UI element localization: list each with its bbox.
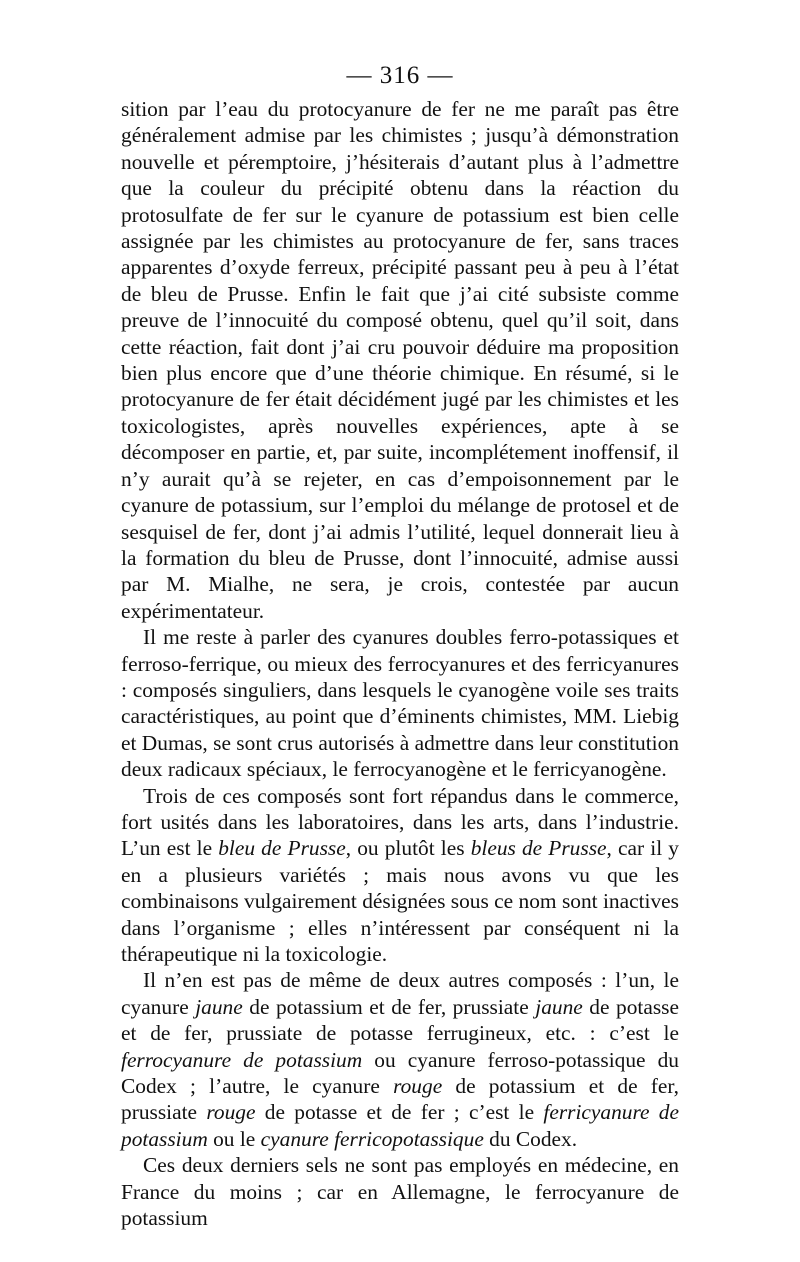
text-run: ou le: [207, 1126, 261, 1151]
text-run: de potasse et de fer, prussiate de potasse ferrugineux, etc. : c’est le: [121, 994, 679, 1046]
italic-text: rouge: [393, 1074, 443, 1099]
italic-text: bleus de Prusse: [470, 836, 607, 861]
text-run: Il me reste à parler des cyanures doubles ferro-potassiques et ferroso-ferrique, ou mieux des ferrocyanures et des ferricyanures : composés singuliers, dans lesquels le cyanogène voile ses traits caractéristiques, au point que d’éminents chimistes, MM. Liebig et Dumas, se sont crus autorisés à admettre dans leur constitution deux radicaux spéciaux, le ferrocyanogène et le ferricyanogène.: [121, 625, 679, 782]
italic-text: jaune: [535, 994, 583, 1019]
text-run: de potassium et de fer, prussiate: [121, 1074, 679, 1125]
text-run: ou cyanure ferroso-potassique du Codex ; l’autre, le cyanure: [121, 1047, 680, 1099]
text-run: de potasse et de fer ; c’est le: [255, 1100, 544, 1125]
text-run: sition par l’eau du protocyanure de fer ne me paraît pas être généralement admise par les chimistes ; jusqu’à démonstration nouvelle et péremptoire, j’hésiterais d’autant plus à l’admettre que la couleur du précipité obtenu dans la réaction du protosulfate de fer sur le cyanure de potassium est bien celle assignée par les chimistes au protocyanure de fer, sans traces apparentes d’oxyde ferreux, précipité passant peu à peu à l’état de bleu de Prusse. Enfin le fait que j’ai cité subsiste comme preuve de l’innocuité du composé obtenu, quel qu’il soit, dans cette réaction, fait dont j’ai cru pouvoir déduire ma proposition bien plus encore que d’une théorie chimique. En résumé, si le protocyanure de fer était décidément jugé par les chimistes et les toxicologistes, après nouvelles expériences, apte à se décomposer en partie, et, par suite, incomplétement inoffensif, il n’y aurait qu’à se rejeter, en cas d’empoisonnement par le cyanure de potassium, sur l’emploi du mélange de protosel et de sesquisel de fer, dont j’ai admis l’utilité, lequel donnerait lieu à la formation du bleu de Prusse, dont l’innocuité, admise aussi par M. Mialhe, ne sera, je crois, contestée par aucun expérimentateur.: [121, 97, 679, 623]
text-run: Il n’en est pas de même de deux autres composés : l’un, le cyanure: [121, 968, 679, 1019]
text-run: de potassium et de fer, prussiate: [242, 994, 536, 1019]
text-run: Ces deux derniers sels ne sont pas employés en médecine, en France du moins ; car en Allemagne, le ferrocyanure de potassium: [121, 1153, 679, 1231]
italic-text: cyanure ferricopotassique: [260, 1126, 484, 1151]
text-run: du Codex.: [483, 1126, 578, 1151]
paragraph: [121, 1152, 679, 1231]
text-run: , car il y en a plusieurs variétés ; mais nous avons vu que les combinaisons vulgairement désignées sous ce nom sont inactives dans l’organisme ; elles n’intéressent par conséquent ni la thérapeutique ni la toxicologie.: [121, 836, 679, 966]
italic-text: ferrocyanure de potassium: [121, 1047, 363, 1072]
text-run: Trois de ces composés sont fort répandus dans le commerce, fort usités dans les laboratoires, dans les arts, dans l’industrie. L’un est le: [121, 783, 679, 861]
page-number: — 316 —: [346, 62, 454, 89]
paragraph: [121, 783, 679, 968]
body-text: [121, 96, 679, 1231]
italic-text: jaune: [195, 994, 243, 1019]
paragraph: [121, 967, 679, 1152]
text-run: , ou plutôt les: [345, 836, 471, 861]
italic-text: rouge: [206, 1100, 256, 1125]
paragraph: [121, 624, 679, 782]
italic-text: ferricyanure de potassium: [121, 1100, 680, 1151]
italic-text: bleu de Prusse: [218, 836, 346, 861]
paragraph: [121, 96, 679, 624]
